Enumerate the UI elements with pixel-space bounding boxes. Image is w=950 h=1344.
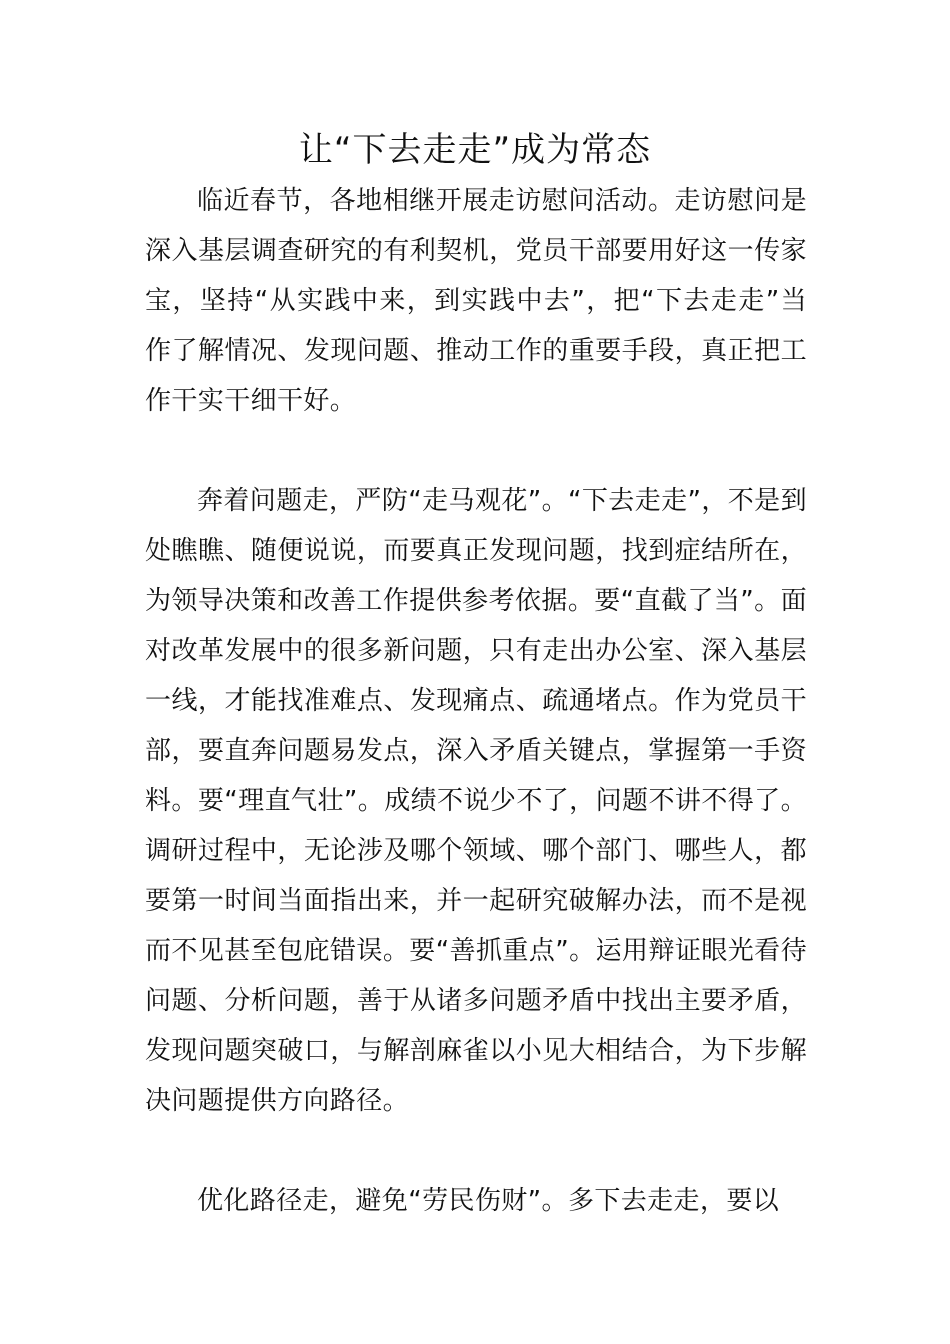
document-title: 让“下去走走”成为常态 [298,130,652,170]
paragraph-3: 优化路径走，避免“劳民伤财”。多下去走走，要以 [197,1186,780,1216]
document-body [145,176,807,1226]
paragraph-2: 奔着问题走，严防“走马观花”。“下去走走”，不是到处瞧瞧、随便说说，而要真正发现问题，找到症结所在，为领导决策和改善工作提供参考依据。要“直截了当”。面对改革发展中的很多新问题，只有走出办公室、深入基层一线，才能找准难点、发现痛点、疏通堵点。作为党员干部，要直奔问题易发点，深入矛盾关键点，掌握第一手资料。要“理直气壮”。成绩不说少不了，问题不讲不得了。调研过程中，无论涉及哪个领域、哪个部门、哪些人，都要第一时间当面指出来，并一起研究破解办法，而不是视而不见甚至包庇错误。要“善抓重点”。运用辩证眼光看待问题、分析问题，善于从诸多问题矛盾中找出主要矛盾，发现问题突破口，与解剖麻雀以小见大相结合，为下步解决问题提供方向路径。 [145,486,807,1116]
paragraph-1: 临近春节，各地相继开展走访慰问活动。走访慰问是深入基层调查研究的有利契机，党员干部要用好这一传家宝，坚持“从实践中来，到实践中去”，把“下去走走”当作了解情况、发现问题、推动工作的重要手段，真正把工作干实干细干好。 [145,186,807,416]
